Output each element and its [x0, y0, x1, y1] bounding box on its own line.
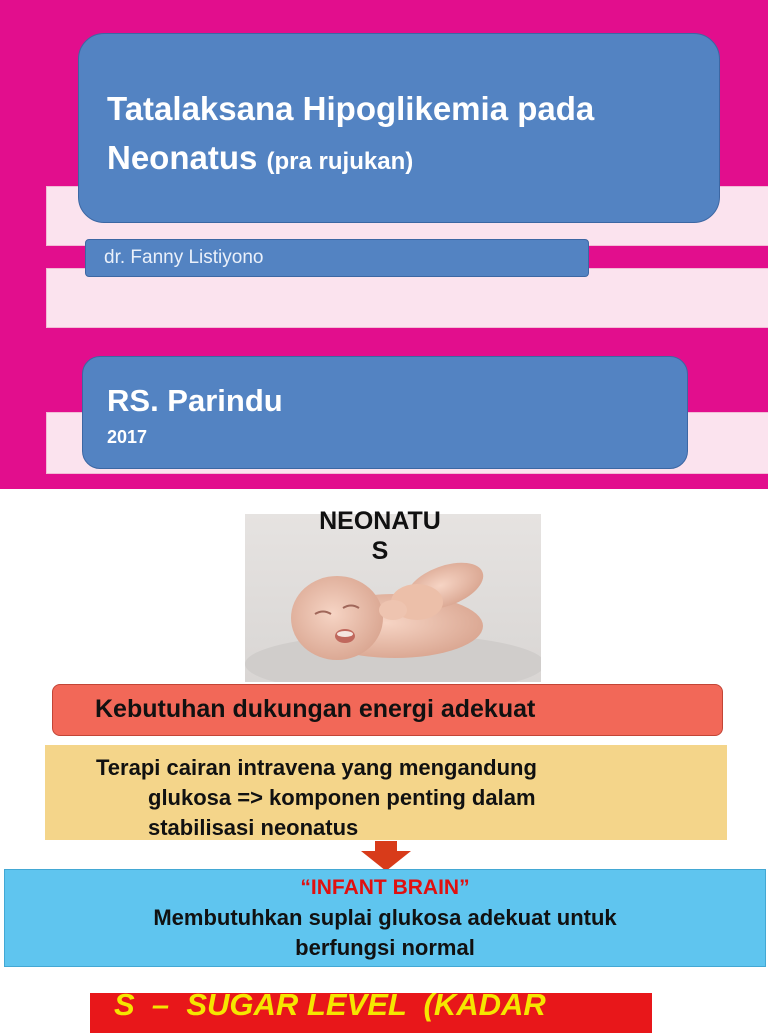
- infant-brain-line-1: Membutuhkan suplai glukosa adekuat untuk: [153, 905, 617, 930]
- title-box: [78, 33, 720, 223]
- energy-need-text: Kebutuhan dukungan energi adekuat: [95, 695, 536, 723]
- infant-brain-box: [4, 869, 766, 967]
- title-line-2: Neonatus: [107, 139, 258, 176]
- neonatus-label-line-2: S: [371, 537, 389, 565]
- hospital-name: RS. Parindu: [107, 383, 283, 418]
- therapy-box: [45, 745, 727, 840]
- pink-strip: [46, 268, 768, 328]
- therapy-line-2: glukosa => komponen penting dalam: [148, 785, 536, 810]
- title-line-1: Tatalaksana Hipoglikemia pada: [107, 90, 595, 127]
- sugar-level-banner: [90, 993, 652, 1033]
- slide-title: [107, 84, 594, 186]
- author-box: [85, 239, 589, 277]
- infant-brain-title: “INFANT BRAIN”: [300, 876, 470, 899]
- neonatus-label: [245, 506, 515, 566]
- energy-need-box: [52, 684, 723, 736]
- title-slide: [0, 0, 768, 489]
- infant-brain-line-2: berfungsi normal: [295, 935, 475, 960]
- author-name: dr. Fanny Listiyono: [104, 247, 264, 268]
- infant-brain-text: [5, 903, 765, 963]
- neonatus-label-line-1: NEONATU: [319, 507, 441, 535]
- down-arrow-icon: [361, 841, 411, 871]
- title-subtitle: (pra rujukan): [266, 148, 414, 175]
- hospital-box: [82, 356, 688, 469]
- therapy-line-3: stabilisasi neonatus: [148, 815, 359, 840]
- year: 2017: [107, 427, 148, 447]
- sugar-level-heading: S – SUGAR LEVEL (KADAR: [114, 993, 546, 1022]
- therapy-line-1: Terapi cairan intravena yang mengandung: [96, 755, 537, 780]
- therapy-text: [96, 753, 716, 843]
